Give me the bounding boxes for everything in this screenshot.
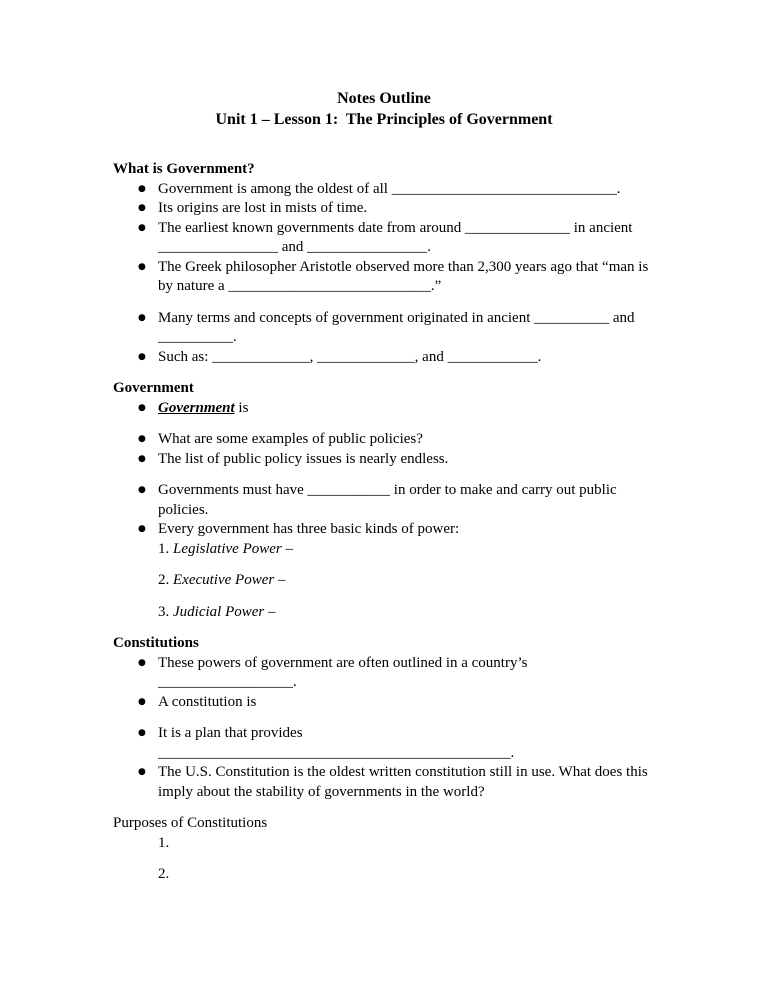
bullet-item-powers-outlined — [113, 654, 668, 674]
list-item-judicial-power — [113, 603, 668, 623]
bullet-continuation-many-terms: __________. — [158, 329, 237, 345]
bullet-text: The list of public policy issues is nearly endless. — [158, 450, 449, 467]
government-term: Government — [158, 399, 235, 416]
bullet-item-governments-must-have — [113, 481, 668, 501]
numbered-item-2: 2. — [158, 866, 170, 882]
bullet-text: Its origins are lost in mists of time. — [158, 200, 368, 216]
bullet-icon: ● — [138, 222, 146, 233]
bullet-item-public-policies-question — [113, 430, 668, 450]
list-number: 3. — [158, 603, 173, 620]
bullet-continuation-earliest-governments: ________________ and ________________. — [158, 239, 431, 255]
doc-body — [113, 160, 668, 885]
bullet-item-oldest-of-all — [113, 180, 668, 200]
bullet-icon: ● — [138, 183, 146, 194]
bullet-icon: ● — [138, 312, 146, 323]
list-number: 1. — [158, 540, 173, 557]
bullet-continuation-plan-blank: _______________________________________________. — [158, 744, 515, 761]
doc-title-line2: Unit 1 – Lesson 1: The Principles of Government — [215, 111, 553, 128]
power-name: Judicial Power – — [173, 603, 276, 620]
list-number: 2. — [158, 572, 173, 588]
bullet-icon: ● — [138, 767, 146, 777]
heading-purposes-of-constitutions: Purposes of Constitutions — [113, 815, 268, 831]
power-name: Executive Power – — [173, 572, 286, 588]
bullet-icon: ● — [138, 453, 146, 464]
heading-what-is-government: What is Government? — [113, 161, 255, 177]
bullet-item-government-is — [113, 399, 668, 419]
bullet-icon: ● — [138, 261, 146, 272]
list-item-legislative-power — [113, 540, 668, 560]
bullet-item-plan-that-provides — [113, 724, 668, 744]
bullet-icon: ● — [138, 657, 146, 668]
bullet-continuation-us-constitution: imply about the stability of governments in the world? — [158, 783, 485, 800]
bullet-item-such-as — [113, 348, 668, 368]
bullet-continuation-powers-outlined: __________________. — [158, 674, 297, 690]
bullet-item-many-terms — [113, 309, 668, 329]
bullet-icon: ● — [138, 434, 146, 444]
bullet-text: Every government has three basic kinds of power: — [158, 521, 460, 537]
bullet-icon: ● — [138, 728, 146, 738]
bullet-text: The U.S. Constitution is the oldest written constitution still in use. What does this — [158, 764, 648, 780]
bullet-text: It is a plan that provides — [158, 725, 303, 741]
bullet-text: Governments must have ___________ in order to make and carry out public — [158, 482, 617, 498]
bullet-item-aristotle — [113, 258, 668, 278]
bullet-text: The Greek philosopher Aristotle observed more than 2,300 years ago that “man is — [158, 258, 649, 275]
bullet-item-policy-issues — [113, 450, 668, 470]
bullet-continuation-policies: policies. — [158, 501, 209, 518]
list-item-executive-power — [113, 571, 668, 591]
doc-title — [113, 88, 655, 130]
heading-constitutions: Constitutions — [113, 635, 199, 651]
bullet-text: Such as: _____________, _____________, and ____________. — [158, 348, 542, 365]
bullet-continuation-aristotle: by nature a ___________________________.” — [158, 278, 442, 294]
numbered-item-1: 1. — [158, 834, 170, 851]
bullet-text: Many terms and concepts of government originated in ancient __________ and — [158, 309, 635, 326]
bullet-item-a-constitution-is — [113, 693, 668, 713]
bullet-icon: ● — [138, 402, 146, 413]
bullet-item-three-powers — [113, 520, 668, 540]
bullet-icon: ● — [138, 351, 146, 362]
bullet-text: A constitution is — [158, 693, 257, 710]
bullet-text: These powers of government are often outlined in a country’s — [158, 654, 528, 671]
bullet-text: The earliest known governments date from around ______________ in ancient — [158, 219, 633, 236]
bullet-icon: ● — [138, 524, 146, 534]
bullet-item-us-constitution — [113, 763, 668, 783]
bullet-item-earliest-governments — [113, 219, 668, 239]
bullet-text: is — [234, 399, 249, 416]
bullet-icon: ● — [138, 203, 146, 213]
power-name: Legislative Power – — [173, 540, 293, 557]
bullet-item-origins — [113, 199, 668, 219]
bullet-text: Government is among the oldest of all ______________________________. — [158, 180, 621, 197]
heading-government: Government — [113, 380, 194, 396]
bullet-text: What are some examples of public policies? — [158, 431, 423, 447]
bullet-icon: ● — [138, 485, 146, 495]
doc-title-line1: Notes Outline — [337, 90, 431, 107]
bullet-icon: ● — [138, 696, 146, 707]
